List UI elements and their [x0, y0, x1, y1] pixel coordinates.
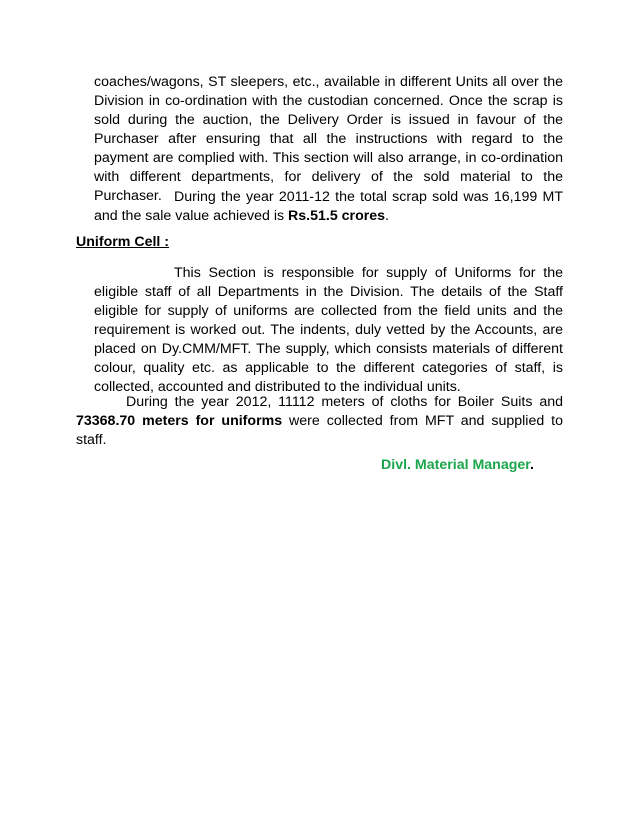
scrap-sales-value: Rs.51.5 crores: [288, 208, 386, 224]
scrap-disposal-paragraph: coaches/wagons, ST sleepers, etc., available in different Units all over the Division in co-ordination with the custodian concerned. Once the scrap is sold during the auction, the Delivery Order is issued in favour of the Purchaser after ensuring that all the instructions with regard to the payment are complied with. This section will also arrange, in co-ordination with different departments, for delivery of the sold material to the Purchaser.: [94, 74, 563, 204]
uniform-supply-summary-paragraph: [76, 393, 563, 450]
signature-designation: [381, 456, 534, 475]
scrap-sales-end: .: [385, 208, 389, 224]
signature-period: .: [530, 457, 534, 473]
uniform-cell-description-paragraph: This Section is responsible for supply of Uniforms for the eligible staff of all Departments in the Division. The details of the Staff eligible for supply of uniforms are collected from the field units and the requirement is worked out. The indents, duly vetted by the Accounts, are placed on Dy.CMM/MFT. The supply, which consists materials of different colour, quality etc. as applicable to the different categories of staff, is collected, accounted and distributed to the individual units.: [94, 265, 563, 395]
signature-text: Divl. Material Manager: [381, 457, 531, 473]
uniform-supply-end: were collected from MFT and supplied to staff.: [76, 413, 563, 448]
scrap-sales-text: During the year 2011-12 the total scrap sold was 16,199 MT and the sale value achieved is: [94, 189, 563, 224]
uniform-supply-quantity: 73368.70 meters for uniforms: [76, 413, 283, 429]
uniform-supply-text: During the year 2012, 11112 meters of cloths for Boiler Suits and: [126, 394, 563, 410]
scrap-sales-summary-paragraph: [94, 188, 563, 226]
uniform-cell-heading: Uniform Cell :: [76, 234, 170, 250]
